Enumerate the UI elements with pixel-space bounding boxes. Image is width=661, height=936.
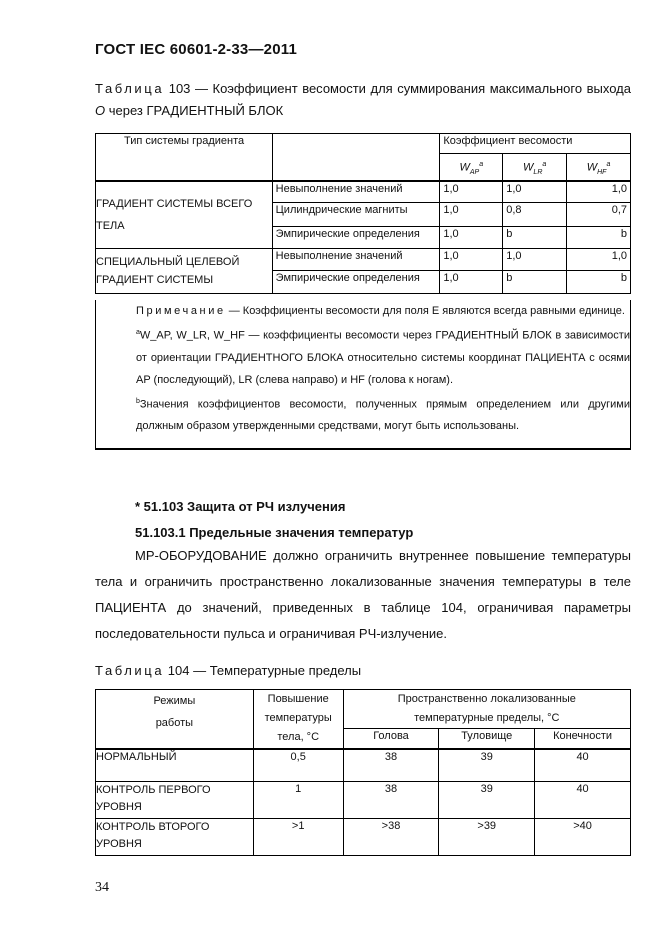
- col-header-rise: Повышение температуры тела, °С: [253, 690, 343, 749]
- cell-hf: b: [567, 227, 631, 249]
- cell-head: >38: [343, 819, 439, 856]
- cell-ap: 1,0: [440, 249, 503, 271]
- cell-ap: 1,0: [440, 227, 503, 249]
- group-whole-body: ГРАДИЕНТ СИСТЕМЫ ВСЕГО ТЕЛА: [96, 181, 273, 249]
- table-104-caption: Таблица 104 — Температурные пределы: [95, 663, 362, 678]
- section-heading-1: * 51.103 Защита от РЧ излучения: [135, 499, 346, 514]
- row-label: Невыполнение значений: [272, 181, 440, 203]
- col-header-empty: [272, 134, 440, 181]
- col-header-type: Тип системы градиента: [96, 134, 273, 181]
- cell-torso: 39: [439, 749, 535, 782]
- cell-limbs: 40: [535, 782, 631, 819]
- table-104: [95, 689, 631, 856]
- row-mode: КОНТРОЛЬ ВТОРОГО УРОВНЯ: [96, 819, 254, 856]
- cell-torso: 39: [439, 782, 535, 819]
- note-general: Примечание — Коэффициенты весомости для поля E являются всегда равными единице.: [136, 305, 625, 317]
- cell-lr: 1,0: [503, 181, 567, 203]
- cell-hf: 0,7: [567, 203, 631, 227]
- table-103-caption: [95, 78, 631, 122]
- col-header-torso: Туловище: [439, 729, 535, 749]
- row-label: Невыполнение значений: [272, 249, 440, 271]
- table-label: Таблица: [95, 81, 165, 96]
- group-special: СПЕЦИАЛЬНЫЙ ЦЕЛЕВОЙ ГРАДИЕНТ СИСТЕМЫ: [96, 249, 273, 294]
- cell-hf: b: [567, 271, 631, 294]
- cell-limbs: 40: [535, 749, 631, 782]
- document-header: ГОСТ IEC 60601-2-33—2011: [95, 41, 298, 58]
- cell-hf: 1,0: [567, 181, 631, 203]
- cell-limbs: >40: [535, 819, 631, 856]
- cell-lr: 1,0: [503, 249, 567, 271]
- cell-lr: b: [503, 227, 567, 249]
- section-paragraph: МР-ОБОРУДОВАНИЕ должно ограничить внутреннее повышение температуры тела и ограничить пространственно локализованные значения температуры в теле ПАЦИЕНТА до значений, приведенных в таблице 104, ограничивая параметры последовательности пульса и ограничивая РЧ-излучение.: [95, 548, 631, 641]
- cell-head: 38: [343, 749, 439, 782]
- section-heading-2: 51.103.1 Предельные значения температур: [135, 525, 414, 540]
- col-header-wlr: $W_{LR}^a$: [503, 154, 567, 181]
- row-mode: КОНТРОЛЬ ПЕРВОГО УРОВНЯ: [96, 782, 254, 819]
- cell-ap: 1,0: [440, 203, 503, 227]
- col-header-limbs: Конечности: [535, 729, 631, 749]
- cell-head: 38: [343, 782, 439, 819]
- row-label: Эмпирические определения: [272, 271, 440, 294]
- table-103-note: [95, 300, 631, 450]
- col-header-local: Пространственно локализованные температурные пределы, °С: [343, 690, 630, 729]
- cell-rise: 0,5: [253, 749, 343, 782]
- col-header-coeff: Коэффициент весомости: [440, 134, 631, 154]
- cell-rise: >1: [253, 819, 343, 856]
- cell-rise: 1: [253, 782, 343, 819]
- caption-text: 103 — Коэффициент весомости для суммирования максимального выхода: [164, 81, 631, 96]
- caption-tail: через ГРАДИЕНТНЫЙ БЛОК: [105, 103, 284, 118]
- cell-hf: 1,0: [567, 249, 631, 271]
- cell-ap: 1,0: [440, 271, 503, 294]
- caption-symbol: O: [95, 103, 106, 118]
- note-a: $^a$W_AP, W_LR, W_HF — коэффициенты весомости через ГРАДИЕНТНЫЙ БЛОК в зависимости от ориентации ГРАДИЕНТНОГО БЛОКА относительно системы координат ПАЦИЕНТА с осями AP (последующий), LR (слева направо) и HF (голова к ногам).: [136, 329, 630, 386]
- cell-torso: >39: [439, 819, 535, 856]
- row-mode: НОРМАЛЬНЫЙ: [96, 749, 254, 782]
- row-label: Цилиндрические магниты: [272, 203, 440, 227]
- cell-ap: 1,0: [440, 181, 503, 203]
- col-header-head: Голова: [343, 729, 439, 749]
- col-header-mode: Режимы работы: [96, 690, 254, 749]
- col-header-wap: $W_{AP}^a$: [440, 154, 503, 181]
- row-label: Эмпирические определения: [272, 227, 440, 249]
- cell-lr: b: [503, 271, 567, 294]
- page-number: 34: [95, 880, 109, 895]
- col-header-whf: $W_{HF}^a$: [567, 154, 631, 181]
- cell-lr: 0,8: [503, 203, 567, 227]
- note-b: $^b$Значения коэффициентов весомости, полученных прямым определением или другими должным образом утвержденными средствами, могут быть использованы.: [136, 397, 630, 433]
- table-103: [95, 133, 631, 294]
